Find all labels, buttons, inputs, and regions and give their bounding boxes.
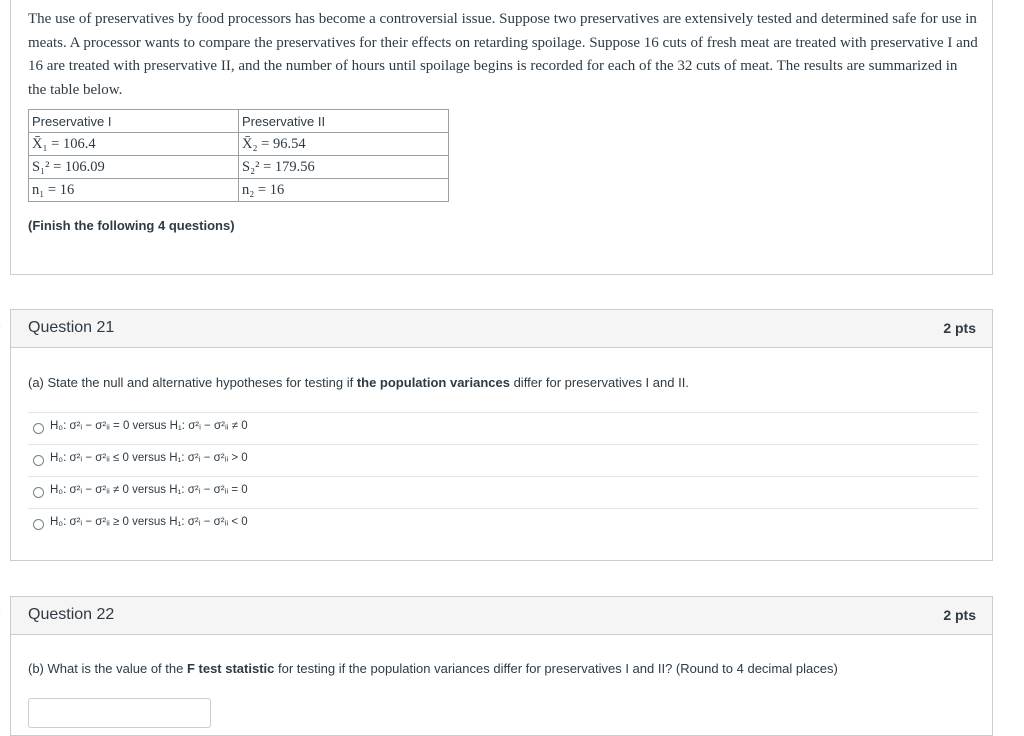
radio-button[interactable] bbox=[33, 423, 44, 434]
radio-button[interactable] bbox=[33, 487, 44, 498]
answer-label: H₀: σ²ᵢ − σ²ᵢᵢ ≠ 0 versus H₁: σ²ᵢ − σ²ᵢᵢ = 0 bbox=[50, 484, 248, 496]
table-header-2: Preservative II bbox=[239, 110, 449, 133]
table-row bbox=[29, 156, 449, 179]
answer-option-4[interactable] bbox=[28, 508, 978, 540]
table-row bbox=[29, 179, 449, 202]
question-prompt: (b) What is the value of the F test statistic for testing if the population variances differ for preservatives I and II? (Round to 4 decimal places) bbox=[28, 661, 838, 676]
table-cell: X̄₂ = 96.54 bbox=[242, 135, 306, 152]
context-panel bbox=[10, 0, 993, 275]
table-cell: S₁² = 106.09 bbox=[32, 158, 105, 175]
context-paragraph: The use of preservatives by food processors has become a controversial issue. Suppose two preservatives are extensively tested and determined safe for use in meats. A processor wants to compare the preservatives for their effects on retarding spoilage. Suppose 16 cuts of fresh meat are treated with preservative I and 16 are treated with preservative II, and the number of hours until spoilage begins is recorded for each of the 32 cuts of meat. The results are summarized in the table below. bbox=[28, 11, 978, 98]
chevron-right-icon bbox=[0, 608, 1, 620]
question-title: Question 21 bbox=[28, 319, 115, 336]
table-cell: n₂ = 16 bbox=[242, 181, 285, 198]
table-cell: X̄₁ = 106.4 bbox=[32, 135, 96, 152]
question-header bbox=[11, 597, 992, 635]
table-cell: S₂² = 179.56 bbox=[242, 158, 315, 175]
radio-button[interactable] bbox=[33, 519, 44, 530]
radio-button[interactable] bbox=[33, 455, 44, 466]
chevron-right-icon bbox=[0, 321, 1, 333]
answer-input[interactable] bbox=[28, 698, 211, 728]
answer-option-2[interactable] bbox=[28, 444, 978, 476]
instruction-text: (Finish the following 4 questions) bbox=[28, 218, 235, 233]
question-points: 2 pts bbox=[943, 320, 976, 336]
answer-option-1[interactable] bbox=[28, 412, 978, 444]
table-row bbox=[29, 133, 449, 156]
table-cell: n₁ = 16 bbox=[32, 181, 75, 198]
summary-table bbox=[28, 109, 449, 202]
answer-label: H₀: σ²ᵢ − σ²ᵢᵢ ≥ 0 versus H₁: σ²ᵢ − σ²ᵢᵢ < 0 bbox=[50, 516, 248, 528]
question-21-panel bbox=[10, 309, 993, 561]
table-row bbox=[29, 110, 449, 133]
table-header-1: Preservative I bbox=[29, 110, 239, 133]
answer-list bbox=[28, 412, 978, 540]
question-22-panel bbox=[10, 596, 993, 736]
question-prompt: (a) State the null and alternative hypotheses for testing if the population variances differ for preservatives I and II. bbox=[28, 375, 689, 390]
answer-label: H₀: σ²ᵢ − σ²ᵢᵢ = 0 versus H₁: σ²ᵢ − σ²ᵢᵢ ≠ 0 bbox=[50, 420, 248, 432]
question-header bbox=[11, 310, 992, 348]
question-points: 2 pts bbox=[943, 607, 976, 623]
answer-label: H₀: σ²ᵢ − σ²ᵢᵢ ≤ 0 versus H₁: σ²ᵢ − σ²ᵢᵢ > 0 bbox=[50, 452, 248, 464]
question-title: Question 22 bbox=[28, 606, 115, 623]
answer-option-3[interactable] bbox=[28, 476, 978, 508]
